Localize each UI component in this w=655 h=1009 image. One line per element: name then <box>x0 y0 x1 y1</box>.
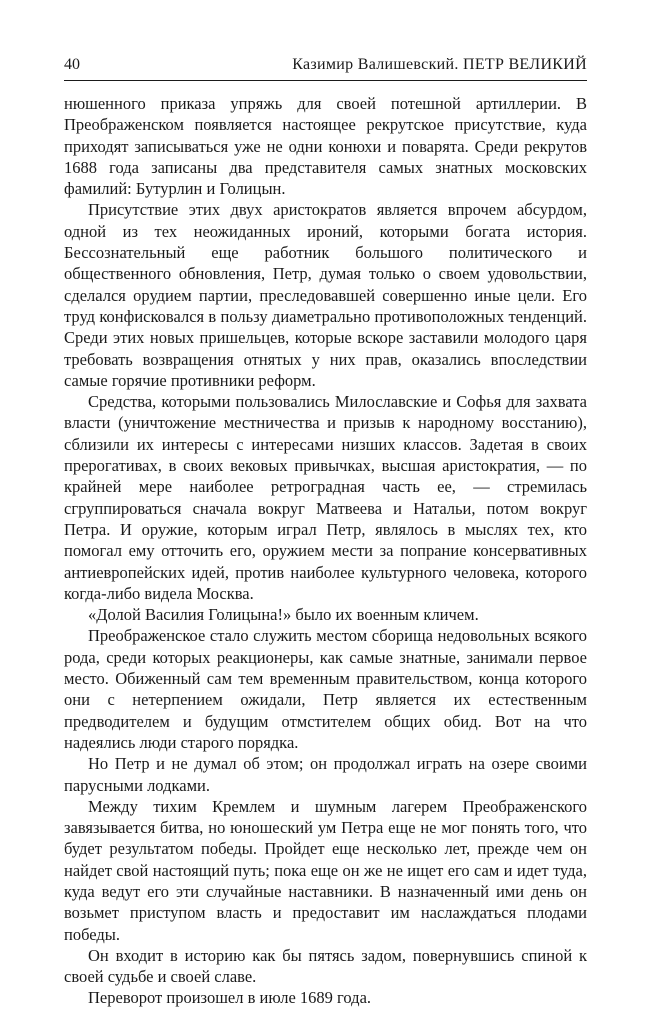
paragraph: Присутствие этих двух аристократов является впрочем абсурдом, одной из тех неожиданных ироний, которыми богата история. Бессознательный еще работник большого политического и общественного обновления, Петр, думая только о своем удовольствии, сделался орудием партии, преследовавшей совершенно иные цели. Его труд конфисковался в пользу диаметрально противоположных тенденций. Среди этих новых пришельцев, которые вскоре заставили молодого царя требовать возвращения отнятых у них прав, оказались впоследствии самые горячие противники реформ. <box>64 200 587 390</box>
paragraph: Он входит в историю как бы пятясь задом, повернувшись спиной к своей судьбе и своей славе. <box>64 945 587 987</box>
paragraph: «Долой Василия Голицына!» было их военным кличем. <box>88 605 479 625</box>
running-title: Казимир Валишевский. ПЕТР ВЕЛИКИЙ <box>292 56 587 73</box>
paragraph: Переворот произошел в июле 1689 года. <box>88 988 372 1008</box>
paragraph: Средства, которыми пользовались Милославские и Софья для захвата власти (уничтожение местничества и призыв к народному восстанию), сблизили их интересы с интересами низших классов. Задетая в своих прерогативах, в своих вековых привычках, высшая аристократия, — по крайней мере наиболее ретроградная часть ее, — стремилась сгруппироваться сначала вокруг Матвеева и Натальи, потом вокруг Петра. И оружие, которым играл Петр, являлось в мыслях тех, кто помогал ему отточить его, оружием мести за попрание консервативных антиевропейских идей, против наиболее культурного человека, которого когда-либо видела Москва. <box>64 392 587 603</box>
paragraph: Между тихим Кремлем и шумным лагерем Преображенского завязывается битва, но юношеский ум Петра еще не мог понять того, что будет результатом победы. Пройдет еще несколько лет, прежде чем он найдет свой настоящий путь; пока еще он же не ищет его сам и идет туда, куда ведут его эти случайные наставники. В назначенный ими день он возьмет приступом власть и предоставит им наслаждаться плодами победы. <box>64 796 587 944</box>
paragraph-continuation: нюшенного приказа упряжь для своей потешной артиллерии. В Преображенском появляется настоящее рекрутское присутствие, куда приходят записываться уже не одни конюхи и поварята. Среди рекрутов 1688 года записаны два представителя самых знатных московских фамилий: Бутурлин и Голицын. <box>64 94 587 199</box>
paragraph: Но Петр и не думал об этом; он продолжал играть на озере своими парусными лодками. <box>64 754 587 795</box>
running-header <box>64 56 587 78</box>
header-rule <box>64 80 587 81</box>
body-text <box>64 93 587 1009</box>
page-number: 40 <box>64 56 80 73</box>
paragraph: Преображенское стало служить местом сборища недовольных всякого рода, среди которых реакционеры, как самые знатные, занимали первое место. Обиженный сам тем временным правительством, конца которого они с нетерпением ожидали, Петр является их естественным предводителем и будущим отмстителем общих обид. Вот на что надеялись люди старого порядка. <box>64 626 587 752</box>
